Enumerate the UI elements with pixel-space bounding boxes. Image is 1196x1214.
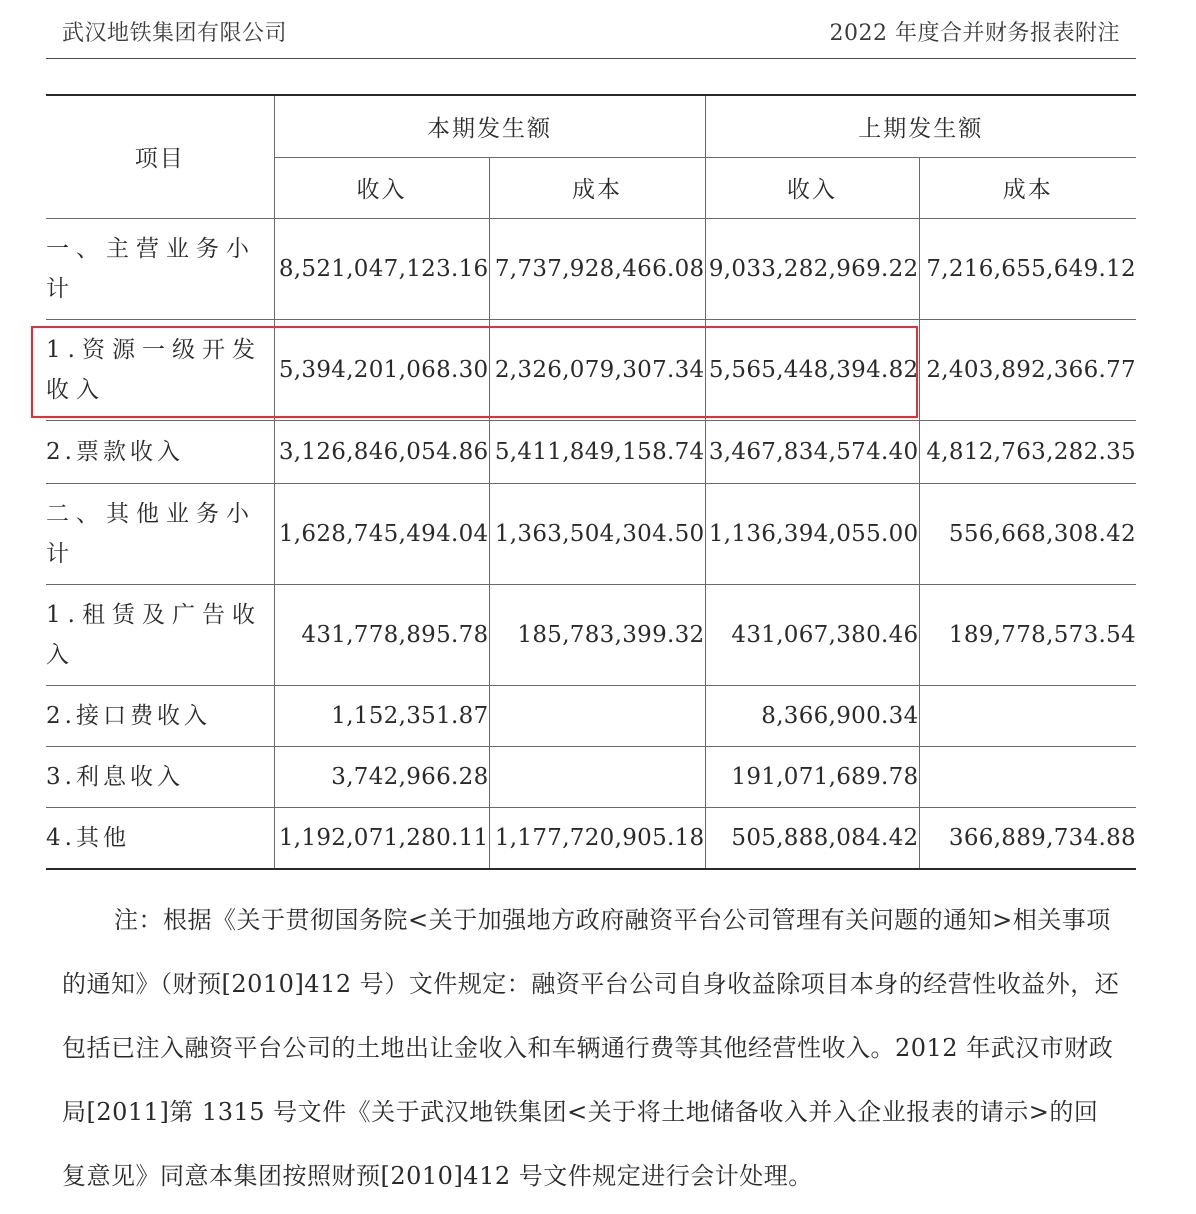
table-row [46, 807, 1136, 869]
previous-cost-cell: 4,812,763,282.35 [919, 420, 1136, 483]
previous-cost-cell: 366,889,734.88 [919, 807, 1136, 869]
previous-cost-cell [919, 685, 1136, 746]
previous-revenue-cell: 431,067,380.46 [705, 584, 919, 685]
current-revenue-cell: 1,192,071,280.11 [274, 807, 489, 869]
current-cost-cell: 5,411,849,158.74 [489, 420, 705, 483]
current-cost-cell [489, 685, 705, 746]
row-label: 2.票款收入 [46, 420, 274, 483]
previous-cost-cell: 556,668,308.42 [919, 483, 1136, 584]
row-label: 3.利息收入 [46, 746, 274, 807]
previous-cost-cell: 2,403,892,366.77 [919, 319, 1136, 420]
table-row [46, 420, 1136, 483]
current-revenue-cell: 3,742,966.28 [274, 746, 489, 807]
header-current-period: 本期发生额 [274, 95, 705, 157]
current-cost-cell: 2,326,079,307.34 [489, 319, 705, 420]
current-revenue-cell: 5,394,201,068.30 [274, 319, 489, 420]
current-revenue-cell: 8,521,047,123.16 [274, 218, 489, 319]
header-divider [46, 58, 1136, 59]
previous-revenue-cell: 9,033,282,969.22 [705, 218, 919, 319]
table-row [46, 218, 1136, 319]
table-row [46, 746, 1136, 807]
header-previous-cost: 成本 [919, 157, 1136, 218]
previous-cost-cell [919, 746, 1136, 807]
table-row [46, 685, 1136, 746]
current-cost-cell: 1,363,504,304.50 [489, 483, 705, 584]
current-revenue-cell: 1,628,745,494.04 [274, 483, 489, 584]
report-title: 2022 年度合并财务报表附注 [829, 21, 1120, 46]
row-label: 1.资源一级开发收入 [46, 319, 274, 420]
current-revenue-cell: 1,152,351.87 [274, 685, 489, 746]
row-label: 4.其他 [46, 807, 274, 869]
current-revenue-cell: 431,778,895.78 [274, 584, 489, 685]
previous-revenue-cell: 505,888,084.42 [705, 807, 919, 869]
current-revenue-cell: 3,126,846,054.86 [274, 420, 489, 483]
company-name: 武汉地铁集团有限公司 [62, 21, 288, 46]
header-previous-period: 上期发生额 [705, 95, 1136, 157]
note-text: 注：根据《关于贯彻国务院<关于加强地方政府融资平台公司管理有关问题的通知>相关事项的通知》（财预[2010]412 号）文件规定：融资平台公司自身收益除项目本身的经营性收益外，还包括已注入融资平台公司的土地出让金收入和车辆通行费等其他经营性收入。2012 年武汉市财政局[2011]第 1315 号文件《关于武汉地铁集团<关于将土地储备收入并入企业报表的请示>的回复意见》同意本集团按照财预[2010]412 号文件规定进行会计处理。 [62, 906, 1120, 1190]
previous-cost-cell: 7,216,655,649.12 [919, 218, 1136, 319]
page-header [0, 0, 1196, 60]
current-cost-cell: 1,177,720,905.18 [489, 807, 705, 869]
current-cost-cell [489, 746, 705, 807]
table-header-row-1 [46, 95, 1136, 157]
table-row [46, 319, 1136, 420]
header-current-revenue: 收入 [274, 157, 489, 218]
current-cost-cell: 7,737,928,466.08 [489, 218, 705, 319]
header-previous-revenue: 收入 [705, 157, 919, 218]
row-label: 2.接口费收入 [46, 685, 274, 746]
previous-revenue-cell: 1,136,394,055.00 [705, 483, 919, 584]
current-cost-cell: 185,783,399.32 [489, 584, 705, 685]
table-row [46, 584, 1136, 685]
previous-revenue-cell: 3,467,834,574.40 [705, 420, 919, 483]
previous-cost-cell: 189,778,573.54 [919, 584, 1136, 685]
note-paragraph [62, 888, 1122, 1208]
row-label: 二、其他业务小计 [46, 483, 274, 584]
header-item: 项目 [46, 95, 274, 218]
previous-revenue-cell: 8,366,900.34 [705, 685, 919, 746]
table-row [46, 483, 1136, 584]
revenue-cost-table [46, 94, 1136, 870]
previous-revenue-cell: 5,565,448,394.82 [705, 319, 919, 420]
previous-revenue-cell: 191,071,689.78 [705, 746, 919, 807]
row-label: 1.租赁及广告收入 [46, 584, 274, 685]
row-label: 一、主营业务小计 [46, 218, 274, 319]
header-current-cost: 成本 [489, 157, 705, 218]
